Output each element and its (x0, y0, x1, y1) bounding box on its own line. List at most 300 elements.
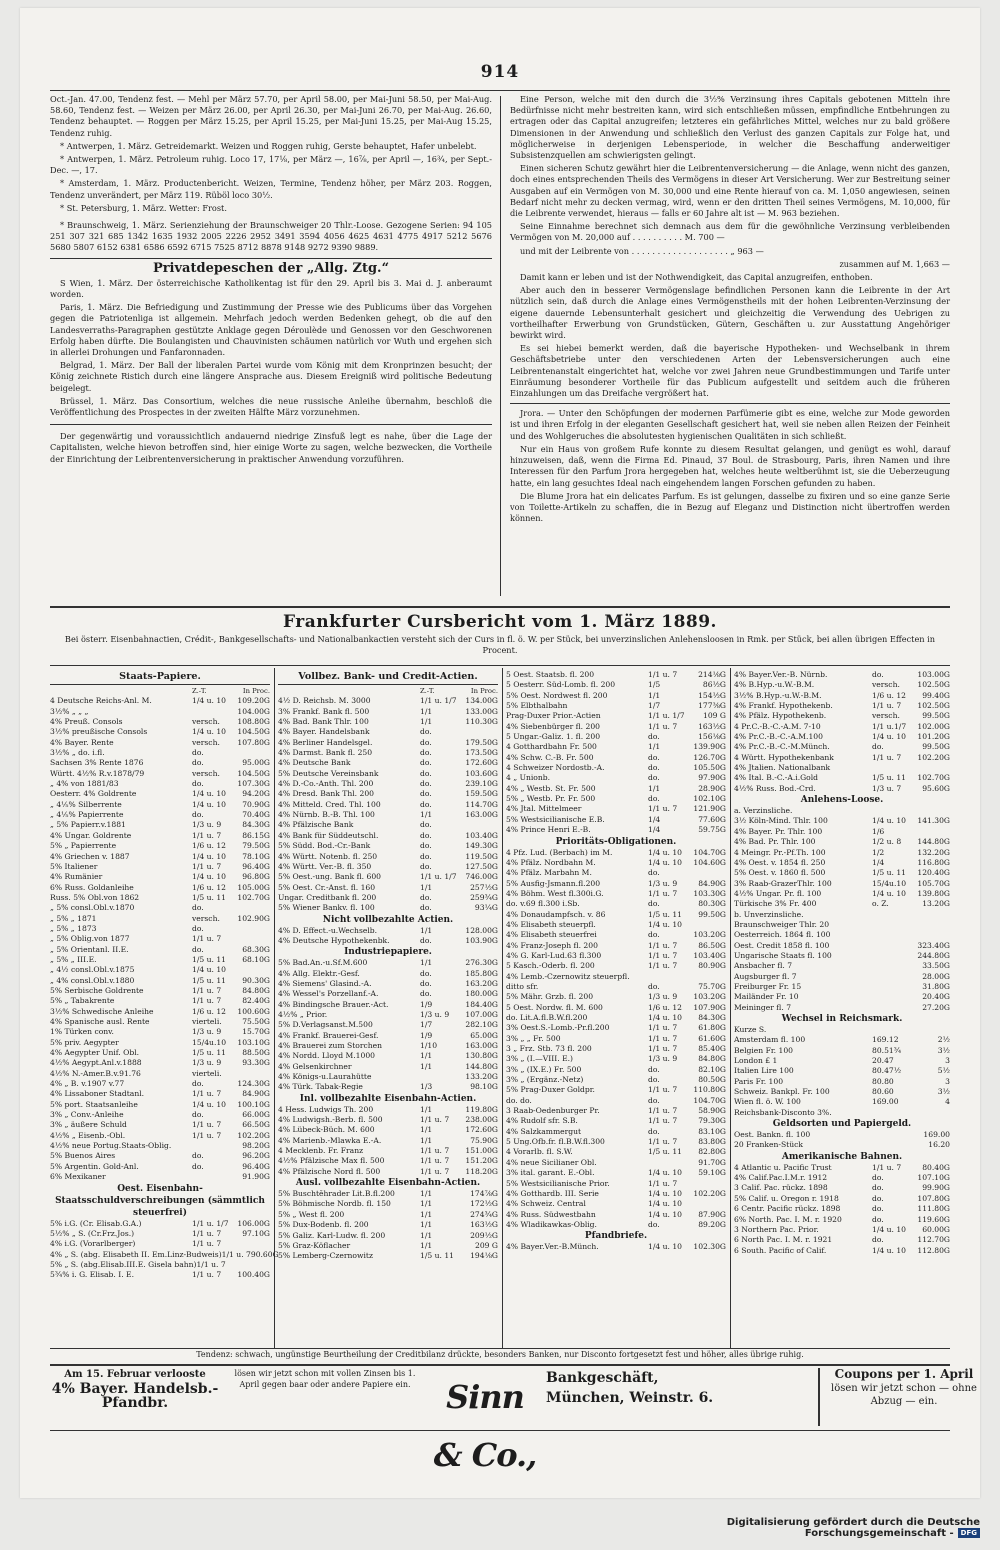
security-name: Amsterdam fl. 100 (734, 1035, 806, 1045)
interest-term: do. (420, 861, 432, 871)
quote: 87.90G (698, 1209, 726, 1219)
quote: 86.50G (698, 940, 726, 950)
security-name: 5% „ Westb. Pr. Fr. 500 (506, 794, 596, 804)
security-name: 4% Württ. Notenb. fl. 250 (278, 851, 378, 861)
table-row (50, 1151, 270, 1161)
table-row (50, 872, 270, 882)
table-row (734, 1215, 950, 1225)
table-row (734, 972, 950, 982)
table-row (50, 903, 270, 913)
security-name: do. do. (506, 1095, 532, 1105)
quote: 107.10G (917, 1173, 950, 1183)
section-title: Industriepapiere. (344, 947, 432, 958)
table-row (734, 1003, 950, 1013)
security-name: Russ. 5% Obl.von 1862 (50, 892, 140, 902)
table-row (50, 1038, 270, 1048)
interest-term: 1/1 u. 7 (192, 1270, 222, 1280)
security-name: 4% Pr.C.-B.-C.-M.Münch. (734, 742, 830, 752)
security-name: 5% Elbthalbahn (506, 701, 568, 711)
interest-term: 1/1 u. 7 (192, 1120, 222, 1130)
quote: 20.40G (922, 992, 950, 1002)
quote: 102.70G (917, 773, 950, 783)
quote: 75.70G (698, 981, 726, 991)
quote: 58.90G (698, 1106, 726, 1116)
quote: 27.20G (922, 1002, 950, 1012)
quote: 130.80G (465, 1051, 498, 1061)
interest-term: 1/5 u. 11 (192, 954, 227, 964)
security-name: „ 4⅕% Silberrente (50, 799, 122, 809)
table-row (50, 758, 270, 768)
interest-term: versch. (192, 717, 220, 727)
security-name: 4% Schweiz. Central (506, 1199, 586, 1209)
interest-term (192, 1141, 226, 1151)
quote: 102.00G (917, 721, 950, 731)
table-row (506, 722, 726, 732)
ad-pfandbrief-line1: Am 15. Februar verlooste (64, 1369, 206, 1380)
interest-term: do. (648, 1126, 660, 1136)
security-name: 4 Deutsche Reichs-Anl. M. (50, 696, 152, 706)
security-name: 6% Russ. Goldanleihe (50, 882, 134, 892)
security-name: 6% North. Pac. I. M. r. 1920 (734, 1214, 842, 1224)
table-row (734, 1194, 950, 1204)
quote: 172.60G (465, 1125, 498, 1135)
security-name: 4 Vorarlb. fl. S.W. (506, 1147, 573, 1157)
security-name: 4% Aegypter Unif. Obl. (50, 1048, 140, 1058)
quote: 109 G (703, 711, 726, 721)
interest-term: 169.00 (872, 1097, 899, 1107)
quote: 33.50G (922, 961, 950, 971)
security-name: 5% „ Tabakrente (50, 996, 115, 1006)
security-name: 5% Oest. Cr.-Anst. fl. 160 (278, 882, 376, 892)
interest-term: 1/6 u. 12 (872, 690, 907, 700)
table-row (734, 670, 950, 680)
jrora-para-1: Jrora. — Unter den Schöpfungen der modernen Parfümerie gibt es eine, welche zur Mode geworden ist und ihren Erfolg in der eleganten Gesellschaft gesichert hat, weil sie neben allen Reizen der Feinheit und des Wohlgeruches die absolutesten hygienischen Qualitäten in sich schließt. (510, 408, 950, 441)
quote (226, 965, 270, 975)
dfg-logo-icon: DFG (958, 1528, 980, 1538)
interest-term: do. (872, 670, 884, 679)
interest-term: 1/1 (420, 1230, 433, 1240)
quote: 120.40G (917, 868, 950, 878)
quote (226, 903, 270, 913)
table-row (734, 732, 950, 742)
interest-term: 1/1 u. 1/7 (420, 696, 457, 706)
table-row (506, 1116, 726, 1126)
interest-term: 1/1 (420, 1135, 433, 1145)
interest-term: 1/7 (648, 701, 661, 711)
interest-term: 1/1 u. 7 (192, 996, 222, 1006)
security-name: ditto sfr. (506, 981, 539, 991)
security-name: 4% Bayer. Rente (50, 737, 114, 747)
security-name: 5% Argentin. Gold-Anl. (50, 1161, 139, 1171)
interest-term: do. (420, 989, 432, 999)
quote: 4 (945, 1097, 950, 1107)
interest-term: 1/5 u. 11 (192, 1048, 227, 1058)
quote: 107.90G (693, 1002, 726, 1012)
table-row (50, 1120, 270, 1130)
table-row (50, 852, 270, 862)
security-name: 3½ Köln-Mind. Thlr. 100 (734, 816, 828, 826)
interest-term: 1/1 u.1/7 (872, 721, 907, 731)
quote: 66.50G (242, 1120, 270, 1130)
interest-term: 1/1 (420, 1061, 433, 1071)
security-name: Ansbacher fl. 7 (734, 961, 793, 971)
interest-term (872, 1140, 906, 1150)
antwerp-petroleum: * Antwerpen, 1. März. Petroleum ruhig. Loco 17, 17⅛, per März —, 16⅞, per April —, 16¾, per Sept.-Dec. —, 17. (50, 154, 492, 176)
interest-term: versch. (192, 913, 220, 923)
table-row (278, 862, 498, 872)
table-row (278, 979, 498, 989)
security-name: 4% Donaudampfsch. v. 86 (506, 909, 606, 919)
table-row (734, 1077, 950, 1087)
interest-term (872, 1025, 906, 1035)
table-row (734, 753, 950, 763)
ad-pfandbrief-line2: 4% Bayer. Handelsb.-Pfandbr. (51, 1381, 219, 1411)
security-name: 4% Berliner Handelsgel. (278, 737, 373, 747)
table-row (50, 820, 270, 830)
interest-term: 1/1 u. 7 (420, 1146, 450, 1156)
leibrente-para-4: und mit der Leibrente von . . . . . . . . . . . . . . . . . . . „ 963 — (520, 245, 764, 256)
security-name: 5 Oesterr. Süd-Lomb. fl. 200 (506, 680, 616, 690)
interest-term: 1/1 u. 7 (648, 721, 678, 731)
interest-term: 1/1 u. 7 (648, 888, 678, 898)
quote: 66.00G (242, 1110, 270, 1120)
table-row (278, 707, 498, 717)
quote: 89.20G (698, 1219, 726, 1229)
security-name: 5% Buenos Aires (50, 1151, 116, 1161)
security-name: 4% Griechen v. 1887 (50, 851, 130, 861)
quote: 104.60G (693, 857, 726, 867)
security-name: 4% Lemb.-Czernowitz steuerpfl. (506, 971, 630, 981)
interest-term: versch. (872, 711, 900, 721)
security-name: „ 5% Orientanl. II.E. (50, 944, 129, 954)
section-title: Inl. vollbezahlte Eisenbahn-Actien. (299, 1093, 477, 1104)
table-row (50, 1172, 270, 1182)
interest-term: o. Z. (872, 899, 889, 909)
quote: 93¼G (474, 903, 498, 913)
security-name: 4% Pfälzische Nord fl. 500 (278, 1166, 381, 1176)
security-name: 3% „ äußere Schuld (50, 1120, 127, 1130)
quote (906, 1108, 950, 1118)
table-row (734, 773, 950, 783)
security-name: 3½% B.Hyp.-u.W.-B.M. (734, 690, 822, 700)
section-title: Vollbez. Bank- und Credit-Actien. (278, 670, 498, 685)
quote: 156⅛G (698, 732, 726, 742)
interest-term (420, 1072, 454, 1082)
section-title: Prioritäts-Obligationen. (555, 836, 677, 847)
table-row (506, 742, 726, 752)
interest-term: do. (420, 935, 432, 945)
security-name: Württ. 4½% R.v.1878/79 (50, 768, 145, 778)
quote: 119.80G (465, 1104, 498, 1114)
interest-term: 1/1 u. 7 (196, 1259, 226, 1269)
quote: 99.40G (922, 690, 950, 700)
security-name: 5% Westsicilianische E.B. (506, 814, 605, 824)
interest-term: 1/1 (420, 958, 433, 968)
ad-sinn-logo: Sinn & Co., (433, 1378, 537, 1474)
interest-term: 1/1 u. 7 (221, 1249, 251, 1259)
interest-term: 1/1 u. 7 (192, 1239, 222, 1249)
security-name: 5% D.Verlagsanst.M.500 (278, 1020, 373, 1030)
interest-term (872, 992, 906, 1002)
quote: 96.40G (242, 1161, 270, 1171)
quote: 102.70G (237, 892, 270, 902)
security-name: 4% Siebenbürger fl. 200 (506, 721, 600, 731)
table-row (278, 1010, 498, 1020)
interest-term: 1/4 u. 10 (648, 1209, 683, 1219)
table-row (506, 930, 726, 940)
quote: 80.90G (698, 961, 726, 971)
table-row (734, 1097, 950, 1107)
security-name: Augsburger fl. 7 (734, 971, 797, 981)
security-name: 4% Brauerei zum Storchen (278, 1041, 383, 1050)
security-name: 3% Raab-GrazerThlr. 100 (734, 878, 832, 888)
security-name: Sachsen 3% Rente 1876 (50, 758, 144, 768)
table-row (278, 1031, 498, 1041)
security-name: 4% Marienb.-Mlawka E.-A. (278, 1135, 382, 1145)
quote: 107.80G (917, 1193, 950, 1203)
security-name: Prag-Duxer Prior.-Actien (506, 711, 601, 721)
quote: 141.30G (917, 816, 950, 826)
security-name: 4% Bindingsche Brauer.-Act. (278, 999, 389, 1009)
table-row (278, 1231, 498, 1241)
credit-text: Digitalisierung gefördert durch die Deutsche Forschungsgemeinschaft - (726, 1517, 980, 1539)
security-name: 3% ital. garant. E.-Obl. (506, 1168, 595, 1178)
ad-redemption-text: lösen wir jetzt schon mit vollen Zinsen bis 1. April gegen baar oder andere Papiere ein. (234, 1369, 416, 1389)
interest-term: 1/1 (648, 783, 661, 793)
table-row (506, 1220, 726, 1230)
quote: 59.10G (698, 1168, 726, 1178)
security-name: 4% „ Westb. St. Fr. 500 (506, 783, 596, 793)
table-row (506, 1044, 726, 1054)
table-row (506, 1003, 726, 1013)
interest-term: 1/1 (420, 810, 433, 820)
quote: 112.70G (917, 1235, 950, 1245)
interest-term: 1/1 u. 7 (648, 1044, 678, 1054)
interest-term: do. (420, 758, 432, 768)
quote: 84.80G (242, 985, 270, 995)
security-name: 4% Württ. Ver.-B. fl. 350 (278, 861, 372, 871)
table-row (506, 1242, 726, 1252)
table-row (278, 1051, 498, 1061)
quote: 163.00G (465, 810, 498, 820)
quote: 82.40G (242, 996, 270, 1006)
table-row (734, 982, 950, 992)
table-row (278, 800, 498, 810)
quote: 88.50G (242, 1048, 270, 1058)
interest-term: 1/4 u. 10 (648, 1168, 683, 1178)
amsterdam-products: * Amsterdam, 1. März. Productenbericht. Weizen, Termine, Tendenz höher, per März 203. Roggen, Tendenz unverändert, per März 119. Rüböl loco 30½. (50, 178, 492, 200)
interest-term: 1/1 u. 1/7 (192, 1218, 229, 1228)
security-name: 4% Allg. Elektr.-Gesf. (278, 968, 360, 978)
quote: 103.40G (693, 950, 726, 960)
table-row (278, 841, 498, 851)
interest-term: 1/5 u. 11 (648, 909, 683, 919)
security-name: „ 4% consl.Obl.v.1880 (50, 975, 135, 985)
security-name: 5 Ungar.-Galiz. 1. fl. 200 (506, 732, 601, 742)
table-row (734, 992, 950, 1002)
interest-term: do. (420, 779, 432, 789)
security-name: 3% Oest.S.-Lomb.-Pr.fl.200 (506, 1023, 610, 1033)
table-row (506, 1179, 726, 1189)
quote: 172.60G (465, 758, 498, 768)
quote: 2½ (937, 1035, 950, 1045)
interest-term: do. (420, 978, 432, 988)
quote: 103.40G (465, 830, 498, 840)
quote: 80.40G (922, 1162, 950, 1172)
interest-term: 1/1 u. 7 (648, 1106, 678, 1116)
security-name: 4% Bayer. Handelsbank (278, 727, 370, 737)
interest-term: 1/4 u. 10 (192, 799, 227, 809)
quote: 79.30G (698, 1116, 726, 1126)
security-name: 4% Pr.C.-B.-C.-A.M.100 (734, 732, 823, 742)
table-row (734, 879, 950, 889)
quote: 259¾G (470, 892, 498, 902)
security-name: 4½% „ Prior. (278, 1009, 328, 1019)
table-row (278, 936, 498, 946)
interest-term: do. (420, 820, 432, 830)
interest-term: do. (648, 1075, 660, 1085)
interest-term: 1/4 u. 10 (192, 872, 227, 882)
interest-term (872, 920, 906, 930)
table-row (734, 1204, 950, 1214)
table-row (506, 1137, 726, 1147)
leibrente-para-1: Eine Person, welche mit den durch die 3½% Verzinsung ihres Capitals gebotenen Mitteln ihre Bedürfnisse nicht mehr bestreiten kann, wird sich entschließen müssen, empfindliche Entbehrungen zu ertragen oder das Capital anzugreifen; letzteres ein gefährliches Mittel, welches nur zu bald größere Dimensionen in der Anwendung und schließlich den Verlust des ganzen Capitals zur Folge hat, und möglicherweise in derjenigen Lebensperiode, in welcher die Beschaffung anderweitiger Subsistenzquellen am schwierigsten gelingt. (510, 94, 950, 161)
security-name: 4% Jtalien. Nationalbank (734, 763, 831, 773)
table-row (734, 827, 950, 837)
quote: 185.80G (465, 968, 498, 978)
interest-term: 169.12 (872, 1035, 899, 1045)
security-name: 4% Lissaboner Stadtanl. (50, 1089, 145, 1099)
quote: 102.50G (917, 701, 950, 711)
security-name: 4% Rumänier (50, 872, 103, 882)
interest-term: 1/1 u. 7 (648, 1137, 678, 1147)
quote: 103.00G (917, 670, 950, 679)
quote: 133.00G (465, 706, 498, 716)
interest-term: 1/1 u. 1/7 (648, 711, 685, 721)
security-name: 4% Pfälzische Bank (278, 820, 354, 830)
security-name: „ 5% Papierr.v.1881 (50, 820, 126, 830)
table-row (50, 707, 270, 717)
table-row (278, 831, 498, 841)
table-row (734, 1056, 950, 1066)
security-name: 4 Pr.C.-B.-C.-A.M. 7-10 (734, 721, 821, 731)
interest-term: 1/5 u. 11 (192, 892, 227, 902)
ad-coupons-line2: lösen wir jetzt schon — ohne Abzug — ein. (831, 1383, 977, 1407)
interest-term: 1/1 u. 7 (192, 934, 222, 944)
interest-term (872, 910, 906, 920)
table-row (50, 1141, 270, 1151)
quote: 99.90G (922, 1183, 950, 1193)
table-row (50, 789, 270, 799)
security-name: „ 5% consl.Obl.v.1870 (50, 903, 135, 913)
security-name: 5% port. Staatsanleihe (50, 1099, 138, 1109)
quote: 102.20G (917, 752, 950, 762)
interest-term: 1/10 (420, 1041, 438, 1050)
kurs-column-1 (50, 670, 279, 1348)
security-name: 4% Pfälz. Hypothekenb. (734, 711, 827, 721)
security-name: 3 „ Frz. Stb. 73 fl. 200 (506, 1044, 592, 1054)
security-name: 5% Südd. Bod.-Cr.-Bank (278, 841, 371, 851)
table-row (50, 810, 270, 820)
interest-term: 1/1 (420, 706, 433, 716)
security-name: 4% Nordd. Lloyd M.1000 (278, 1051, 375, 1061)
interest-term: 1/4 u. 10 (192, 965, 227, 975)
table-row (278, 1167, 498, 1177)
table-row (278, 958, 498, 968)
table-row (734, 722, 950, 732)
quote: 257½G (470, 882, 498, 892)
table-row (734, 691, 950, 701)
security-name: 3% „ (IX.E.) Fr. 500 (506, 1064, 582, 1074)
quote: 99.50G (698, 909, 726, 919)
table-row (506, 1158, 726, 1168)
interest-term: do. (872, 1183, 884, 1193)
quote: 90.60G (250, 1249, 279, 1259)
interest-term (648, 972, 682, 982)
table-row (734, 816, 950, 826)
quote: 102.20G (237, 1130, 270, 1140)
table-row (278, 1000, 498, 1010)
interest-term: 1/4 u. 10 (192, 696, 227, 706)
quote: 100.10G (237, 1099, 270, 1109)
interest-term: 1/1 u. 7 (420, 1115, 450, 1125)
security-name: 4% Deutsche Hypothekenbk. (278, 935, 390, 945)
security-name: 4% Russ. Südwestbahn (506, 1209, 596, 1219)
section-title: Wechsel in Reichsmark. (781, 1014, 903, 1024)
table-row (734, 1025, 950, 1035)
quote: 103.30G (693, 888, 726, 898)
table-row (506, 1034, 726, 1044)
quote: 109.20G (237, 696, 270, 706)
quote: 118.20G (465, 1166, 498, 1176)
table-row (734, 868, 950, 878)
quote: 100.40G (237, 1270, 270, 1280)
quote: 133.20G (465, 1072, 498, 1082)
quote: 98.10G (470, 1082, 498, 1092)
quote: 107.30G (237, 779, 270, 789)
interest-term: 1/7 (420, 1020, 433, 1030)
interest-term: 1/1 (420, 1051, 433, 1061)
table-row (278, 696, 498, 706)
interest-term: do. (648, 773, 660, 783)
interest-term: 1/4 (648, 814, 661, 824)
column-divider (500, 96, 501, 596)
table-row (278, 779, 498, 789)
security-name: 5½% „ S. (Cr.Frz.Jos.) (50, 1228, 135, 1238)
quote: 103.10G (237, 1037, 270, 1047)
security-name: 5 Oest. Nordw. fl. M. 600 (506, 1002, 603, 1012)
table-row (734, 930, 950, 940)
security-name: 4 Hess. Ludwigs Th. 200 (278, 1104, 374, 1114)
quote: 95.00G (242, 758, 270, 768)
interest-term: 1/1 u. 7 (420, 1156, 450, 1166)
interest-term (872, 961, 906, 971)
table-row (50, 748, 270, 758)
quote: 106.00G (237, 1218, 270, 1228)
security-name: 4% Bayer.Ver.-B.Münch. (506, 1242, 599, 1252)
table-row (734, 941, 950, 951)
interest-term: 1/3 u. 9 (648, 878, 678, 888)
quote (906, 1025, 950, 1035)
table-row (734, 1173, 950, 1183)
security-name: 4% Dresd. Bank Thl. 200 (278, 789, 374, 799)
security-name: 4% Calif.Pac.I.M.r. 1912 (734, 1173, 828, 1183)
quote: 163.20G (465, 978, 498, 988)
quote: 139.80G (917, 888, 950, 898)
quote: 112.80G (917, 1245, 950, 1255)
interest-term: 1/4 u. 10 (192, 789, 227, 799)
table-row (506, 1106, 726, 1116)
